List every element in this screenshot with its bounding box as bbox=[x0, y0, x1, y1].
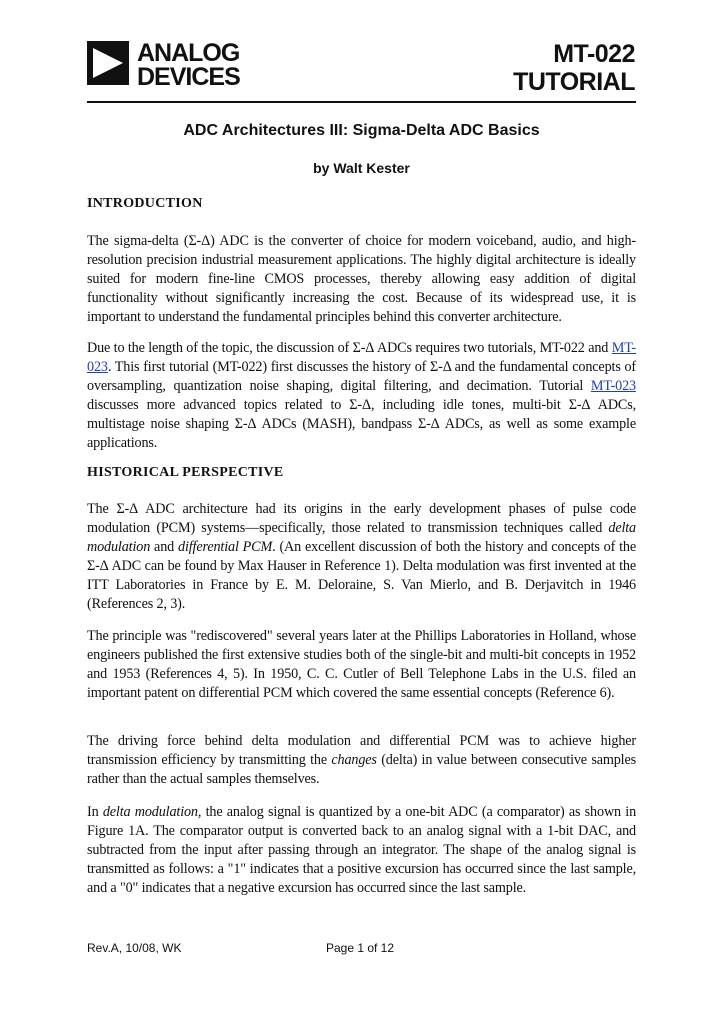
logo-wordmark bbox=[137, 41, 240, 89]
history-paragraph-3 bbox=[87, 732, 636, 789]
hist-p4-text-a: In bbox=[87, 804, 103, 820]
logo-line-2: DEVICES bbox=[137, 63, 240, 91]
history-paragraph-2: The principle was "rediscovered" several years later at the Phillips Laboratories in Holland, whose engineers published the first extensive studies both of the single-bit and multi-bit concepts in 1952 and 1953 (References 4, 5). In 1950, C. C. Cutler of Bell Telephone Labs in the U.S. filed an important patent on differential PCM which covered the same essential concepts (Reference 6). bbox=[87, 628, 636, 701]
author-line: by Walt Kester bbox=[313, 160, 410, 176]
hist-p3-term-changes: changes bbox=[331, 752, 377, 768]
logo-line-1: ANALOG bbox=[137, 39, 240, 67]
intro-paragraph-2 bbox=[87, 339, 636, 453]
hist-p4-text-b: , the analog signal is quantized by a one-bit ADC (a comparator) as shown in Figure 1A. The comparator output is converted back to an analog signal with a 1-bit DAC, and subtracted from the input after passing through an integrator. The shape of the analog signal is transmitted as follows: a "1" indicates that a positive excursion has occurred since the last sample, and a "0" indicates that a negative excursion has occurred since the last sample. bbox=[87, 804, 637, 896]
hist-p1-term-dpcm: differential PCM bbox=[178, 539, 273, 555]
intro-p2-text-b: . This first tutorial (MT-022) first discusses the history of Σ-Δ and the fundamental concepts of oversampling, quantization noise shaping, digital filtering, and decimation. Tutorial bbox=[87, 359, 636, 394]
history-heading: HISTORICAL PERSPECTIVE bbox=[87, 465, 284, 480]
intro-heading: INTRODUCTION bbox=[87, 196, 203, 211]
hist-p1-text-a: The Σ-Δ ADC architecture had its origins in the early development phases of pulse code modulation (PCM) systems—specifically, those related to transmission techniques called bbox=[87, 501, 636, 536]
document-identifier bbox=[513, 40, 635, 96]
mt-023-link-2[interactable]: MT-023 bbox=[590, 378, 636, 394]
revision-info: Rev.A, 10/08, WK bbox=[87, 941, 182, 955]
hist-p3-text-b: (delta) in value between consecutive samples rather than the actual samples themselves. bbox=[87, 752, 636, 787]
doc-code: MT-022 bbox=[553, 40, 635, 68]
page-number: Page 1 of 12 bbox=[325, 941, 395, 955]
page-title: ADC Architectures III: Sigma-Delta ADC Basics bbox=[183, 122, 540, 139]
header-divider bbox=[87, 101, 636, 103]
mt-023-link-1[interactable]: MT-023 bbox=[87, 340, 636, 375]
hist-p1-text-b: and bbox=[150, 539, 179, 555]
intro-paragraph-1: The sigma-delta (Σ-Δ) ADC is the converter of choice for modern voiceband, audio, and high-resolution precision industrial measurement applications. The highly digital architecture is ideally suited for modern fine-line CMOS processes, thereby allowing easy addition of digital functionality without significantly increasing the cost. Because of its widespread use, it is important to understand the fundamental principles behind this converter architecture. bbox=[87, 233, 636, 325]
history-paragraph-1 bbox=[87, 500, 636, 614]
intro-p2-text-a: Due to the length of the topic, the discussion of Σ-Δ ADCs requires two tutorials, MT-022 and bbox=[87, 340, 612, 356]
analog-devices-logo bbox=[87, 41, 247, 99]
hist-p3-text-a: The driving force behind delta modulation and differential PCM was to achieve higher transmission efficiency by transmitting the bbox=[87, 733, 636, 768]
hist-p1-text-c: . (An excellent discussion of both the history and concepts of the Σ-Δ ADC can be found by Max Hauser in Reference 1). Delta modulation was first invented at the ITT Laboratories in France by E. M. Deloraine, S. Van Mierlo, and B. Derjavitch in 1946 (References 2, 3). bbox=[87, 539, 636, 612]
hist-p4-term-delta: delta modulation bbox=[102, 804, 198, 820]
intro-p2-text-c: discusses more advanced topics related to Σ-Δ, including idle tones, multi-bit Σ-Δ ADCs, multistage noise shaping Σ-Δ ADCs (MASH), bandpass Σ-Δ ADCs, as well as some example applications. bbox=[87, 397, 636, 451]
doc-kind: TUTORIAL bbox=[513, 68, 635, 96]
hist-p1-term-delta: delta modulation bbox=[87, 520, 636, 555]
logo-triangle-icon bbox=[87, 41, 129, 85]
history-paragraph-4 bbox=[87, 803, 636, 898]
